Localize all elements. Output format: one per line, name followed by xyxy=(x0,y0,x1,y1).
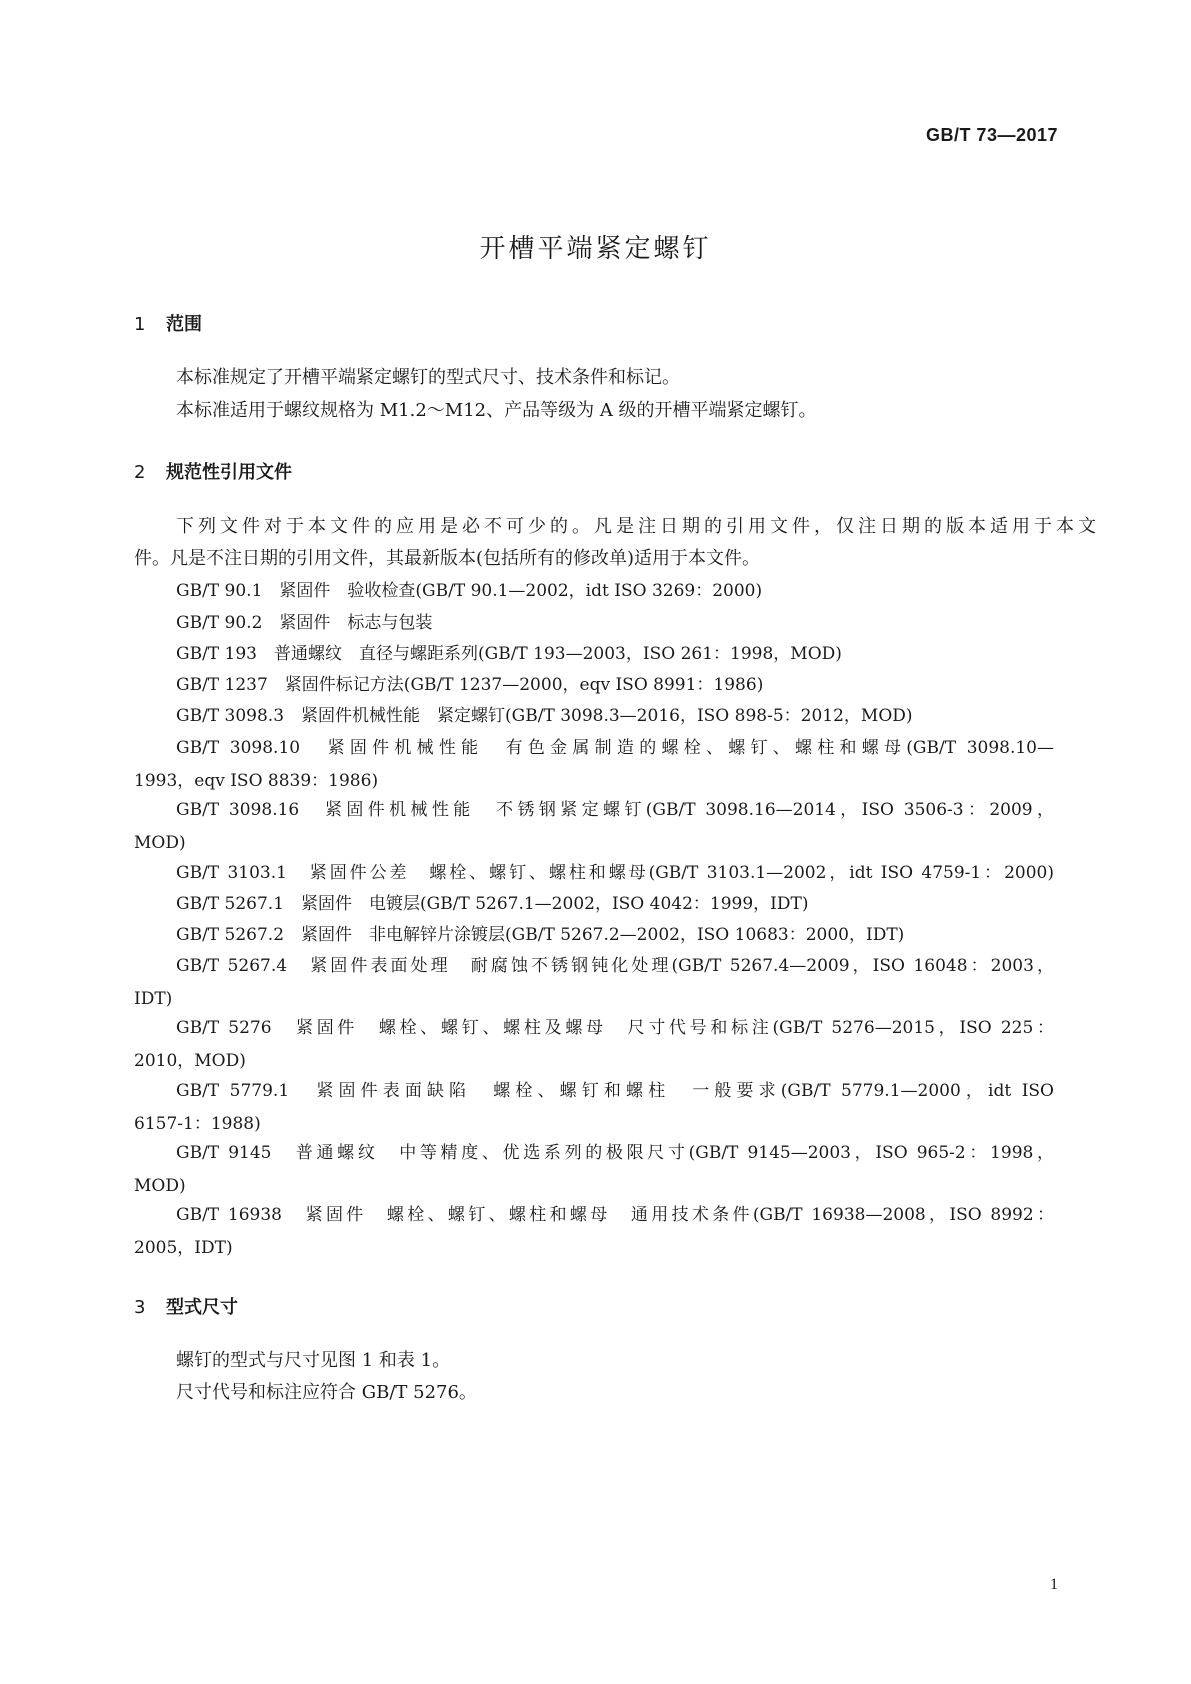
reference-item xyxy=(134,607,1054,640)
reference-item xyxy=(134,919,1054,952)
reference-item xyxy=(134,1137,1054,1203)
reference-text: GB/T 5267.4 紧固件表面处理 耐腐蚀不锈钢钝化处理(GB/T 5267.4—2009，ISO 16048：2003， xyxy=(176,956,1054,976)
reference-text-continued: IDT) xyxy=(134,989,173,1009)
section-title: 型式尺寸 xyxy=(166,1297,238,1318)
reference-text-continued: 1993，eqv ISO 8839：1986) xyxy=(134,771,379,791)
paragraph: 本标准适用于螺纹规格为 M1.2～M12、产品等级为 A 级的开槽平端紧定螺钉。 xyxy=(176,400,817,421)
section-title: 规范性引用文件 xyxy=(166,462,292,483)
paragraph: 螺钉的型式与尺寸见图 1 和表 1。 xyxy=(176,1350,451,1371)
section-number: 3 xyxy=(134,1297,146,1318)
paragraph: 尺寸代号和标注应符合 GB/T 5276。 xyxy=(176,1382,477,1403)
reference-item xyxy=(134,1075,1054,1141)
reference-item xyxy=(134,700,1054,733)
reference-text: GB/T 5267.1 紧固件 电镀层(GB/T 5267.1—2002，ISO 4042：1999，IDT) xyxy=(176,894,809,914)
reference-text: GB/T 90.2 紧固件 标志与包装 xyxy=(176,613,433,633)
reference-item xyxy=(134,575,1054,608)
reference-text-continued: 6157-1：1988) xyxy=(134,1114,261,1134)
reference-text: GB/T 3098.3 紧固件机械性能 紧定螺钉(GB/T 3098.3—2016，ISO 898-5：2012，MOD) xyxy=(176,706,913,726)
reference-text: GB/T 1237 紧固件标记方法(GB/T 1237—2000，eqv ISO 8991：1986) xyxy=(176,675,764,695)
section-heading-scope xyxy=(134,310,202,336)
paragraph: 下列文件对于本文件的应用是必不可少的。凡是注日期的引用文件，仅注日期的版本适用于本文 xyxy=(176,516,1096,537)
reference-item xyxy=(134,638,1054,671)
section-heading-normative-references xyxy=(134,458,292,484)
section-number: 1 xyxy=(134,314,146,335)
paragraph: 件。凡是不注日期的引用文件，其最新版本(包括所有的修改单)适用于本文件。 xyxy=(134,548,761,569)
section-heading-type-dimensions xyxy=(134,1293,238,1319)
reference-item xyxy=(134,732,1054,798)
reference-text: GB/T 3098.16 紧固件机械性能 不锈钢紧定螺钉(GB/T 3098.16—2014，ISO 3506-3：2009， xyxy=(176,800,1054,820)
reference-text-continued: 2005，IDT) xyxy=(134,1238,233,1258)
paragraph: 本标准规定了开槽平端紧定螺钉的型式尺寸、技术条件和标记。 xyxy=(176,367,680,388)
reference-text-continued: 2010，MOD) xyxy=(134,1051,246,1071)
document-id-header: GB/T 73—2017 xyxy=(925,125,1058,145)
reference-item xyxy=(134,794,1054,860)
reference-text: GB/T 5276 紧固件 螺栓、螺钉、螺柱及螺母 尺寸代号和标注(GB/T 5276—2015，ISO 225： xyxy=(176,1018,1054,1038)
reference-item xyxy=(134,888,1054,921)
reference-text-continued: MOD) xyxy=(134,1176,186,1196)
reference-text: GB/T 5267.2 紧固件 非电解锌片涂镀层(GB/T 5267.2—2002，ISO 10683：2000，IDT) xyxy=(176,925,905,945)
reference-text: GB/T 3098.10 紧固件机械性能 有色金属制造的螺栓、螺钉、螺柱和螺母(GB/T 3098.10— xyxy=(176,738,1054,758)
reference-text: GB/T 5779.1 紧固件表面缺陷 螺栓、螺钉和螺柱 一般要求(GB/T 5779.1—2000，idt ISO xyxy=(176,1081,1054,1101)
reference-text: GB/T 90.1 紧固件 验收检查(GB/T 90.1—2002，idt ISO 3269：2000) xyxy=(176,581,763,601)
reference-text: GB/T 9145 普通螺纹 中等精度、优选系列的极限尺寸(GB/T 9145—2003，ISO 965-2：1998， xyxy=(176,1143,1054,1163)
page-number: 1 xyxy=(1050,1576,1058,1593)
reference-item xyxy=(134,1012,1054,1078)
reference-text-continued: MOD) xyxy=(134,833,186,853)
reference-item xyxy=(134,1199,1054,1265)
reference-item xyxy=(134,669,1054,702)
document-title: 开槽平端紧定螺钉 xyxy=(479,234,712,264)
reference-text: GB/T 3103.1 紧固件公差 螺栓、螺钉、螺柱和螺母(GB/T 3103.1—2002，idt ISO 4759-1：2000) xyxy=(176,863,1054,883)
reference-item xyxy=(134,950,1054,1016)
section-number: 2 xyxy=(134,462,146,483)
reference-item xyxy=(134,857,1054,890)
reference-text: GB/T 16938 紧固件 螺栓、螺钉、螺柱和螺母 通用技术条件(GB/T 16938—2008，ISO 8992： xyxy=(176,1205,1054,1225)
reference-text: GB/T 193 普通螺纹 直径与螺距系列(GB/T 193—2003，ISO 261：1998，MOD) xyxy=(176,644,842,664)
section-title: 范围 xyxy=(166,314,202,335)
